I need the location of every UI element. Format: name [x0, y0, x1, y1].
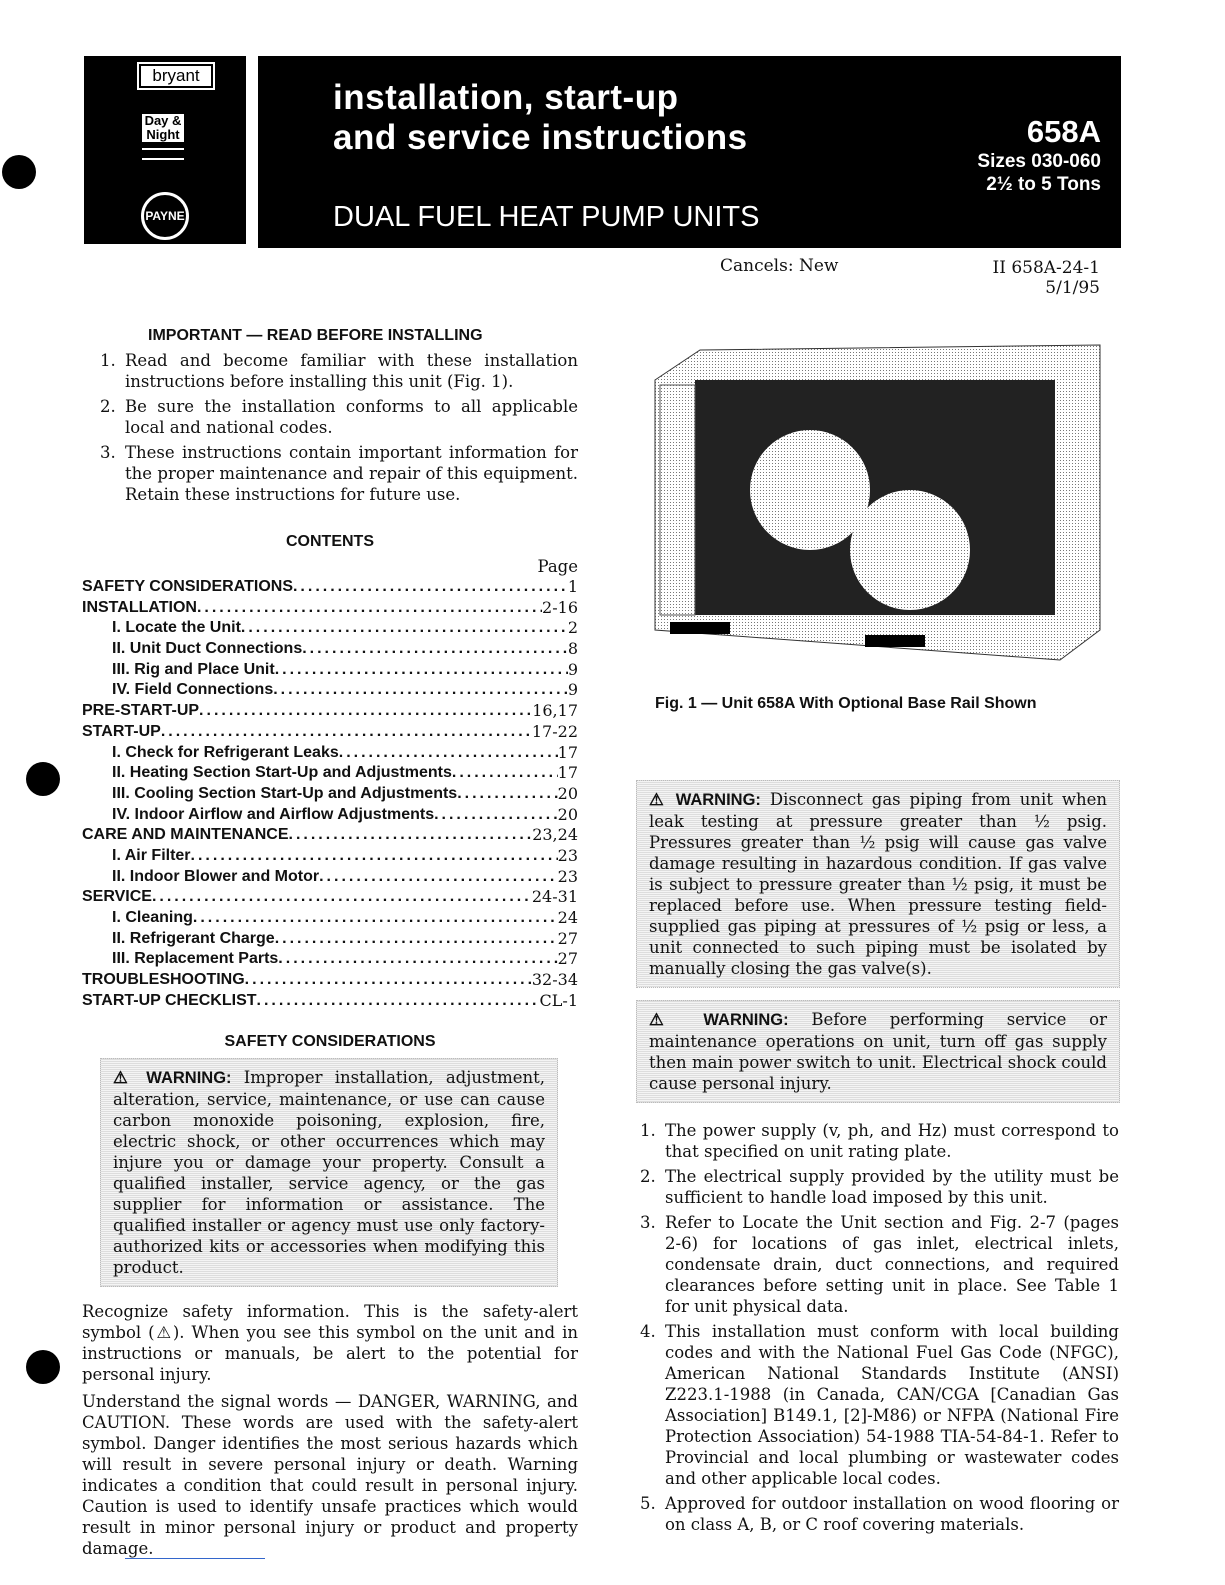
safety-heading: SAFETY CONSIDERATIONS: [224, 1033, 436, 1051]
heat-pump-unit-illustration: [640, 340, 1110, 690]
doc-number: II 658A-24-1: [992, 258, 1100, 278]
model-sizes: Sizes 030-060: [977, 151, 1101, 172]
toc-row[interactable]: [82, 949, 578, 970]
dot-leader: [197, 598, 542, 619]
toc-row[interactable]: [82, 867, 578, 888]
toc-label: PRE-START-UP: [82, 702, 200, 720]
model-number: 658A: [1026, 114, 1101, 149]
toc-label: I. Air Filter: [112, 846, 191, 864]
toc-label: II. Refrigerant Charge: [112, 929, 275, 947]
dot-leader: [275, 929, 558, 950]
doc-date: 5/1/95: [1045, 278, 1100, 298]
toc-row[interactable]: [82, 722, 578, 743]
toc-page: 20: [557, 804, 578, 824]
dot-leader: [191, 846, 558, 867]
toc-row[interactable]: [82, 598, 578, 619]
toc-page: 20: [557, 783, 578, 803]
toc-row[interactable]: [82, 784, 578, 805]
toc-page: 27: [557, 949, 578, 969]
binder-hole: [26, 762, 60, 796]
important-heading: IMPORTANT — READ BEFORE INSTALLING: [148, 327, 483, 344]
cancels-note: Cancels: New: [720, 256, 839, 276]
requirements-list: [622, 1120, 1119, 1539]
toc-label: I. Check for Refrigerant Leaks: [112, 743, 339, 761]
toc-page: 23: [557, 845, 578, 865]
toc-label: TROUBLESHOOTING: [82, 971, 245, 989]
toc-row[interactable]: [82, 805, 578, 826]
list-item: 1. Read and become familiar with these installation instructions before installing this unit (Fig. 1).: [100, 351, 578, 391]
warning-text: Before performing service or maintenance operations on unit, turn off gas supply then main power switch to unit. Electrical shock could cause personal injury.: [649, 1010, 1107, 1093]
warning-label: ⚠ WARNING:: [649, 1011, 789, 1029]
toc-row[interactable]: [82, 825, 578, 846]
warning-text: Disconnect gas piping from unit when leak testing at pressure greater than ½ psig. Pressures greater than ½ psig will cause gas valve damage resulting in hazardous condition. If gas valve is subject to pressure greater than ½ psig, it must be replaced before use. When pressure testing field-supplied gas piping at pressures of ½ psig or less, a unit connected to such piping must be isolated by manually closing the gas valve(s).: [649, 790, 1107, 978]
toc-row[interactable]: [82, 680, 578, 701]
document-subtitle: DUAL FUEL HEAT PUMP UNITS: [333, 201, 760, 233]
dot-leader: [152, 887, 532, 908]
toc-page: 24: [557, 908, 578, 927]
toc-page: CL-1: [539, 990, 578, 1010]
toc-label: INSTALLATION: [82, 598, 197, 616]
payne-logo: PAYNE: [141, 192, 189, 240]
toc-page: 17-22: [531, 721, 578, 741]
toc-page: 17: [557, 742, 578, 762]
toc-page: 16,17: [532, 701, 578, 721]
toc-label: SAFETY CONSIDERATIONS: [82, 578, 293, 595]
dot-leader: [273, 680, 568, 701]
page-column-label: Page: [537, 557, 578, 576]
toc-row[interactable]: [82, 743, 578, 764]
title-line: installation, start-up: [333, 78, 679, 117]
toc-label: SERVICE: [82, 888, 152, 906]
toc-label: II. Heating Section Start-Up and Adjustments: [112, 764, 452, 782]
unit-photo: [640, 340, 1110, 690]
dot-leader: [293, 577, 568, 598]
list-item: 5. Approved for outdoor installation on wood flooring or on class A, B, or C roof covering materials.: [640, 1494, 1119, 1534]
toc-label: III. Rig and Place Unit: [112, 660, 275, 678]
toc-row[interactable]: [82, 639, 578, 660]
dot-leader: [452, 763, 558, 784]
toc-label: START-UP: [82, 722, 161, 740]
dot-leader: [241, 618, 568, 639]
dot-leader: [457, 784, 557, 805]
logo-rule: [142, 148, 184, 160]
model-info: [977, 114, 1101, 196]
left-column: [82, 325, 578, 1565]
dot-leader: [302, 639, 568, 660]
dot-leader: [289, 825, 533, 846]
toc-page: 27: [557, 928, 578, 948]
dot-leader: [434, 805, 558, 826]
toc-page: 2: [567, 618, 578, 638]
toc-page: 17: [557, 763, 578, 783]
dot-leader: [193, 908, 558, 929]
toc-page: 23: [557, 866, 578, 886]
list-item: 3. Refer to Locate the Unit section and Fig. 2-7 (pages 2-6) for locations of gas inlet, electrical inlets, condensate drain, duct connections, and required clearances before setting unit in place. See Table 1 for unit physical data.: [640, 1213, 1119, 1316]
table-of-contents: [82, 577, 578, 1011]
link-underline[interactable]: [125, 1558, 265, 1559]
toc-page: 9: [567, 659, 578, 679]
toc-row[interactable]: [82, 763, 578, 784]
toc-page: 9: [567, 680, 578, 700]
gas-warning-box: [636, 780, 1120, 988]
toc-row[interactable]: [82, 618, 578, 639]
brand-logos: [84, 56, 246, 244]
electrical-warning-box: [636, 1000, 1120, 1103]
warning-label: ⚠ WARNING:: [649, 791, 761, 809]
toc-row[interactable]: [82, 577, 578, 598]
list-item: 4. This installation must conform with local building codes and with the National Fuel Gas Code (NFGC), American National Standards Institute (ANSI) Z223.1-1988 (in Canada, CAN/CGA [Canadian Gas Association] B149.1, [2]-M86) or NFPA (National Fire Protection Association) 54-1988 TIA-54-84-1. Refer to Provincial and local plumbing or wastewater codes and other applicable local codes.: [640, 1322, 1119, 1488]
toc-label: IV. Field Connections: [112, 681, 274, 699]
safety-paragraph: Recognize safety information. This is the safety-alert symbol (⚠). When you see this symbol on the unit and in instructions or manuals, be alert to the potential for personal injury.: [82, 1302, 578, 1385]
toc-row[interactable]: [82, 660, 578, 681]
toc-page: 23,24: [532, 825, 578, 845]
toc-label: I. Locate the Unit: [112, 619, 241, 637]
toc-label: START-UP CHECKLIST: [82, 991, 257, 1009]
contents-heading: CONTENTS: [286, 533, 374, 550]
doc-meta: [993, 258, 1101, 298]
dot-leader: [245, 970, 532, 991]
toc-label: I. Cleaning: [112, 909, 193, 926]
dot-leader: [161, 722, 532, 743]
toc-label: III. Replacement Parts: [112, 950, 279, 968]
list-item: 2. The electrical supply provided by the utility must be sufficient to handle load imposed by this unit.: [640, 1167, 1119, 1207]
title-banner: [258, 56, 1121, 248]
warning-text: Improper installation, adjustment, alteration, service, maintenance, or use can cause carbon monoxide poisoning, explosion, fire, electric shock, or other occurrences which may injure you or damage your property. Consult a qualified installer, service agency, or the gas supplier for information or assistance. The qualified installer or agency must use only factory-authorized kits or accessories when modifying this product.: [113, 1068, 545, 1278]
dot-leader: [275, 660, 568, 681]
toc-page: 32-34: [531, 970, 578, 990]
toc-row[interactable]: [82, 908, 578, 929]
toc-page: 24-31: [531, 887, 578, 907]
toc-label: IV. Indoor Airflow and Airflow Adjustments: [112, 805, 435, 823]
important-list: [82, 350, 578, 505]
dot-leader: [257, 991, 540, 1012]
toc-row[interactable]: [82, 929, 578, 950]
bryant-logo: bryant: [139, 64, 213, 88]
list-item: 1. The power supply (v, ph, and Hz) must correspond to that specified on unit rating plate.: [640, 1121, 1119, 1161]
toc-label: III. Cooling Section Start-Up and Adjustments: [112, 784, 458, 802]
toc-row[interactable]: [82, 970, 578, 991]
toc-page: 8: [567, 639, 578, 659]
toc-label: CARE AND MAINTENANCE: [82, 826, 289, 844]
figure-caption: Fig. 1 — Unit 658A With Optional Base Rail Shown: [655, 695, 1037, 712]
toc-row[interactable]: [82, 991, 578, 1012]
dot-leader: [319, 867, 558, 888]
safety-paragraph: Understand the signal words — DANGER, WARNING, and CAUTION. These words are used with the safety-alert symbol. Danger identifies the most serious hazards which will result in severe personal injury or death. Warning indicates a condition that could result in personal injury. Caution is used to identify unsafe practices which would result in minor personal injury or product and property damage.: [82, 1392, 578, 1559]
list-item: 2. Be sure the installation conforms to all applicable local and national codes.: [100, 397, 578, 437]
toc-label: II. Indoor Blower and Motor: [112, 867, 320, 885]
dot-leader: [278, 949, 557, 970]
binder-hole: [2, 155, 36, 189]
toc-page: 1: [567, 577, 578, 596]
title-line: and service instructions: [333, 118, 748, 157]
dot-leader: [339, 743, 558, 764]
toc-row[interactable]: [82, 846, 578, 867]
binder-hole: [26, 1350, 60, 1384]
safety-warning-box: [100, 1058, 558, 1287]
list-item: 3. These instructions contain important information for the proper maintenance and repair of this equipment. Retain these instructions for future use.: [100, 443, 578, 504]
toc-row[interactable]: [82, 701, 578, 722]
document-title: [333, 78, 748, 158]
toc-page: 2-16: [542, 597, 578, 617]
model-tons: 2½ to 5 Tons: [986, 174, 1101, 195]
toc-label: II. Unit Duct Connections: [112, 640, 303, 658]
day-night-logo: Day & Night: [142, 114, 184, 142]
warning-label: ⚠ WARNING:: [113, 1069, 232, 1088]
dot-leader: [199, 701, 532, 722]
toc-row[interactable]: [82, 887, 578, 908]
